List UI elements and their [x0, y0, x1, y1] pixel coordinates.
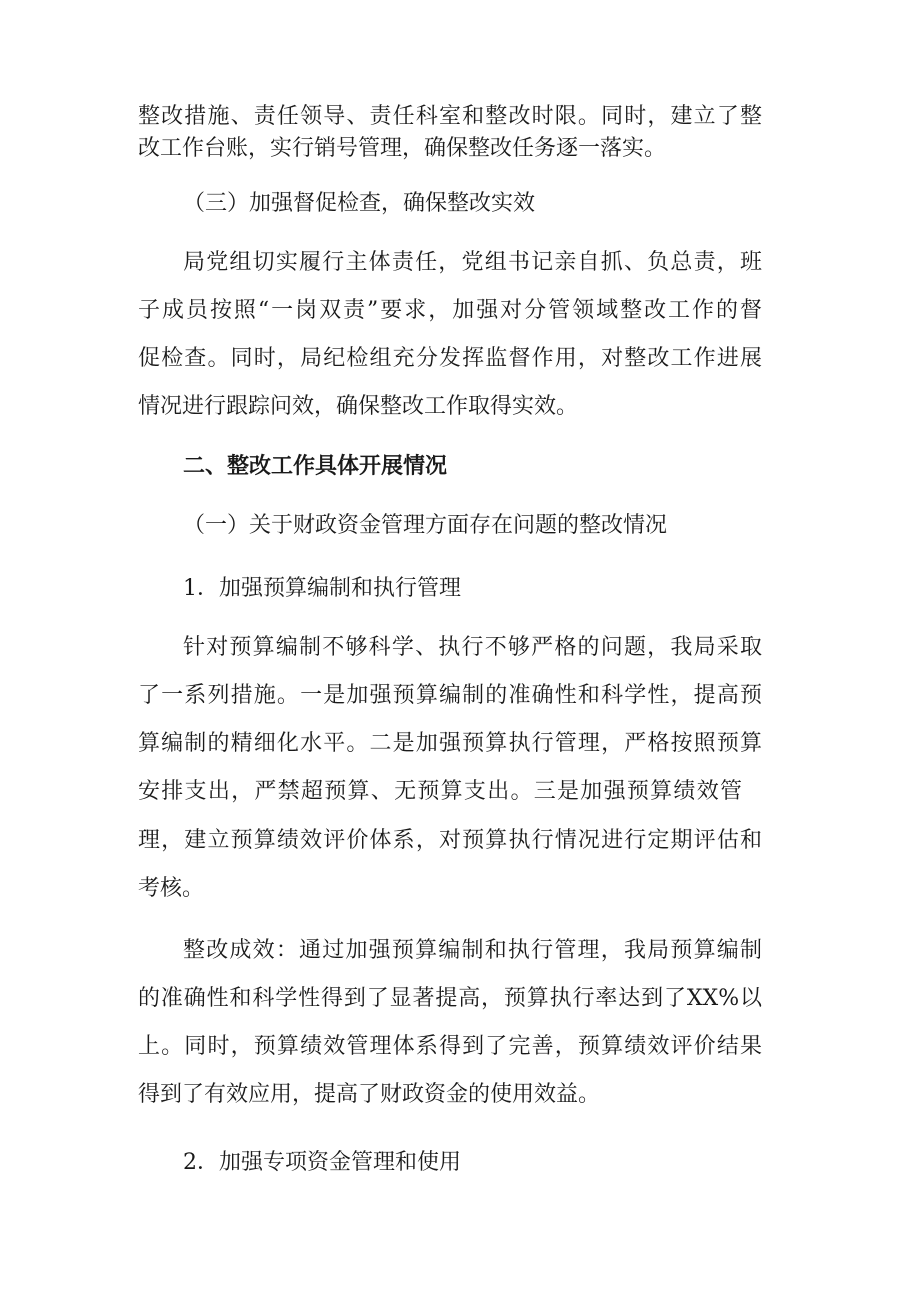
paragraph-line: 子成员按照“一岗双责”要求，加强对分管领域整改工作的督 [138, 298, 762, 323]
paragraph-line: 整改措施、责任领导、责任科室和整改时限。同时，建立了整 [138, 104, 762, 129]
paragraph-line: 理，建立预算绩效评价体系，对预算执行情况进行定期评估和 [138, 828, 762, 853]
paragraph-line: 促检查。同时，局纪检组充分发挥监督作用，对整改工作进展 [138, 346, 762, 371]
paragraph-line: 得到了有效应用，提高了财政资金的使用效益。 [138, 1082, 601, 1107]
paragraph-line: 安排支出，严禁超预算、无预算支出。三是加强预算绩效管 [138, 779, 742, 804]
paragraph-line: 改工作台账，实行销号管理，确保整改任务逐一落实。 [138, 136, 667, 161]
paragraph-line: 考核。 [138, 876, 205, 901]
paragraph-line: 上。同时，预算绩效管理体系得到了完善，预算绩效评价结果 [138, 1034, 762, 1059]
item-heading: 1．加强预算编制和执行管理 [183, 576, 461, 601]
paragraph-line: 的准确性和科学性得到了显著提高，预算执行率达到了XX%以 [138, 986, 762, 1011]
paragraph-line: 算编制的精细化水平。二是加强预算执行管理，严格按照预算 [138, 731, 762, 756]
paragraph-line: 局党组切实履行主体责任，党组书记亲自抓、负总责，班 [183, 250, 762, 275]
item-heading: 2．加强专项资金管理和使用 [183, 1150, 461, 1175]
paragraph-line: 了一系列措施。一是加强预算编制的准确性和科学性，提高预 [138, 683, 762, 708]
subsection-heading: （三）加强督促检查，确保整改实效 [183, 191, 536, 216]
subsection-heading: （一）关于财政资金管理方面存在问题的整改情况 [183, 513, 668, 538]
paragraph-line: 整改成效：通过加强预算编制和执行管理，我局预算编制 [183, 938, 762, 963]
section-heading: 二、整改工作具体开展情况 [183, 454, 448, 479]
paragraph-line: 情况进行跟踪问效，确保整改工作取得实效。 [138, 394, 579, 419]
paragraph-line: 针对预算编制不够科学、执行不够严格的问题，我局采取 [183, 635, 762, 660]
